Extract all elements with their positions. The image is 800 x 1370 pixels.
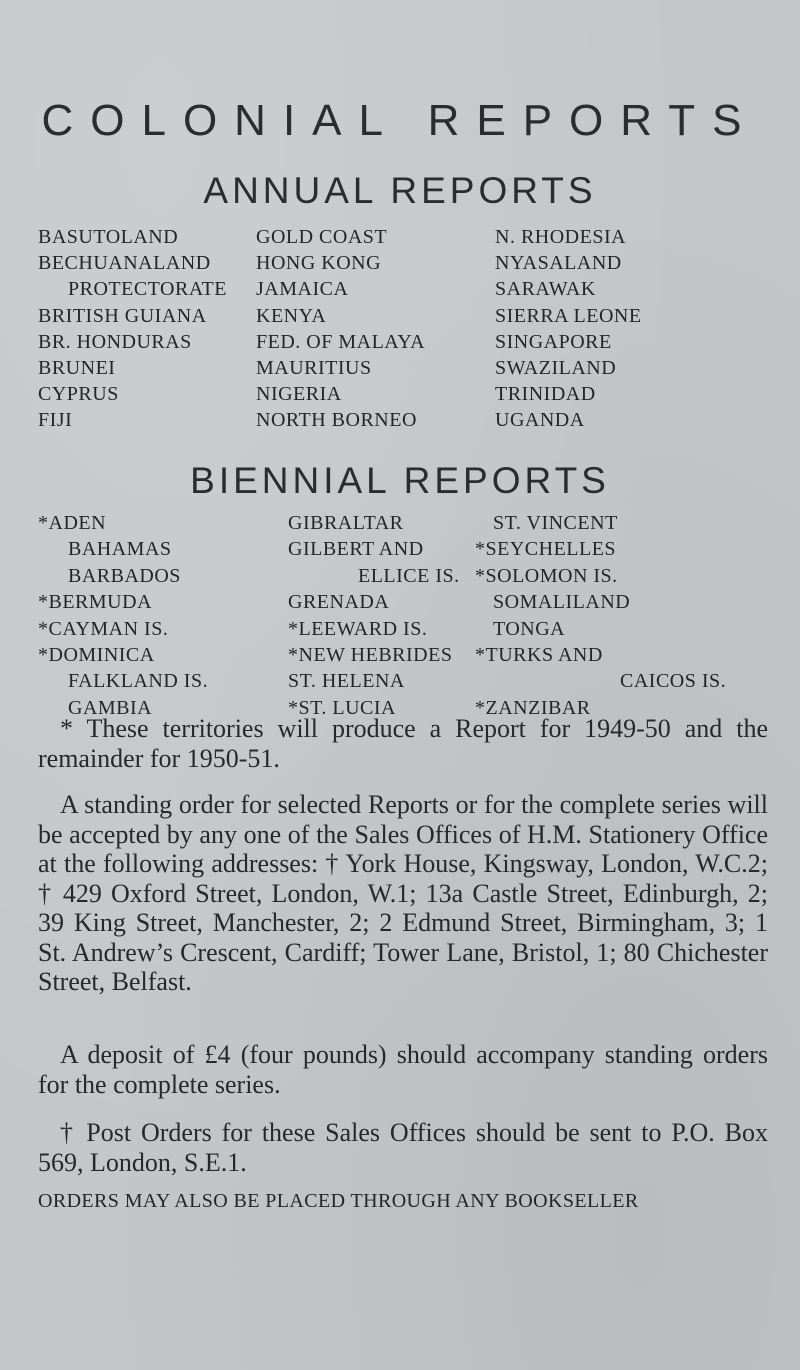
list-item: ST. HELENA — [288, 670, 405, 693]
list-item: ELLICE IS. — [358, 564, 460, 587]
list-item: GRENADA — [288, 591, 390, 614]
biennial-column-2 — [258, 510, 460, 721]
list-item: *ADEN — [38, 512, 107, 534]
list-item: SINGAPORE — [495, 330, 612, 353]
list-item: TONGA — [493, 617, 566, 640]
list-item: BR. HONDURAS — [38, 330, 192, 353]
biennial-footnote: * These territories will produce a Report for 1949-50 and the remainder for 1950-51. — [38, 714, 768, 773]
list-item: N. RHODESIA — [495, 226, 627, 248]
list-item: SARAWAK — [495, 278, 596, 301]
list-item: *ST. LUCIA — [288, 696, 396, 719]
list-item: KENYA — [256, 304, 327, 327]
list-item: BAHAMAS — [68, 538, 172, 561]
annual-reports-heading: ANNUAL REPORTS — [203, 170, 597, 211]
list-item: GOLD COAST — [256, 226, 388, 248]
list-item: *CAYMAN IS. — [38, 617, 169, 640]
list-item: HONG KONG — [256, 252, 382, 275]
annual-column-3 — [495, 224, 642, 434]
standing-order-paragraph: A standing order for selected Reports or for the complete series will be accepted by any one of the Sales Offices of H.M. Stationery Office at the following addresses: † York House, Kingsway, London, W.C.2; † 429 Oxford Street, London, W.1; 13a Castle Street, Edinburgh, 2; 39 King Street, Manchester, 2; 2 Edmund Street, Birmingham, 3; 1 St. Andrew’s Crescent, Cardiff; Tower Lane, Bristol, 1; 80 Chichester Street, Belfast. — [38, 790, 768, 996]
list-item: FED. OF MALAYA — [256, 330, 426, 353]
list-item: GAMBIA — [68, 696, 153, 719]
list-item: *ZANZIBAR — [475, 696, 591, 719]
list-item: ST. VINCENT — [493, 512, 618, 534]
list-item: *SOLOMON IS. — [475, 564, 618, 587]
list-item: MAURITIUS — [256, 357, 372, 380]
list-item: CAICOS IS. — [620, 670, 727, 693]
list-item: JAMAICA — [256, 278, 349, 301]
post-orders-paragraph: † Post Orders for these Sales Offices should be sent to P.O. Box 569, London, S.E.1. — [38, 1118, 768, 1177]
list-item: BASUTOLAND — [38, 226, 179, 248]
list-item: BRUNEI — [38, 357, 116, 380]
list-item: SWAZILAND — [495, 357, 617, 380]
list-item: *BERMUDA — [38, 591, 153, 614]
list-item: UGANDA — [495, 409, 585, 432]
list-item: *NEW HEBRIDES — [288, 644, 453, 667]
list-item: FALKLAND IS. — [68, 670, 209, 693]
list-item: BARBADOS — [68, 564, 181, 587]
list-item: *TURKS AND — [475, 644, 603, 667]
list-item: TRINIDAD — [495, 383, 596, 406]
list-item: NIGERIA — [256, 383, 342, 406]
list-item: NORTH BORNEO — [256, 409, 417, 432]
deposit-paragraph: A deposit of £4 (four pounds) should accompany standing orders for the complete series. — [38, 1040, 768, 1099]
list-item: FIJI — [38, 409, 73, 432]
list-item: NYASALAND — [495, 252, 622, 275]
list-item: BECHUANALAND — [38, 252, 211, 275]
list-item: PROTECTORATE — [68, 278, 227, 301]
main-title: COLONIAL REPORTS — [41, 96, 759, 145]
annual-column-2 — [256, 224, 425, 434]
list-item: *SEYCHELLES — [475, 538, 617, 561]
list-item: *LEEWARD IS. — [288, 617, 428, 640]
annual-column-1 — [38, 224, 227, 434]
bookseller-footer: ORDERS MAY ALSO BE PLACED THROUGH ANY BOOKSELLER — [38, 1190, 639, 1212]
list-item: *DOMINICA — [38, 644, 155, 667]
list-item: BRITISH GUIANA — [38, 304, 207, 327]
list-item: SIERRA LEONE — [495, 304, 642, 327]
biennial-column-3 — [445, 510, 726, 721]
biennial-column-1 — [38, 510, 208, 721]
list-item: GILBERT AND — [288, 538, 424, 561]
list-item: GIBRALTAR — [288, 512, 404, 534]
list-item: CYPRUS — [38, 383, 119, 406]
biennial-reports-heading: BIENNIAL REPORTS — [190, 460, 610, 501]
list-item: SOMALILAND — [493, 591, 631, 614]
